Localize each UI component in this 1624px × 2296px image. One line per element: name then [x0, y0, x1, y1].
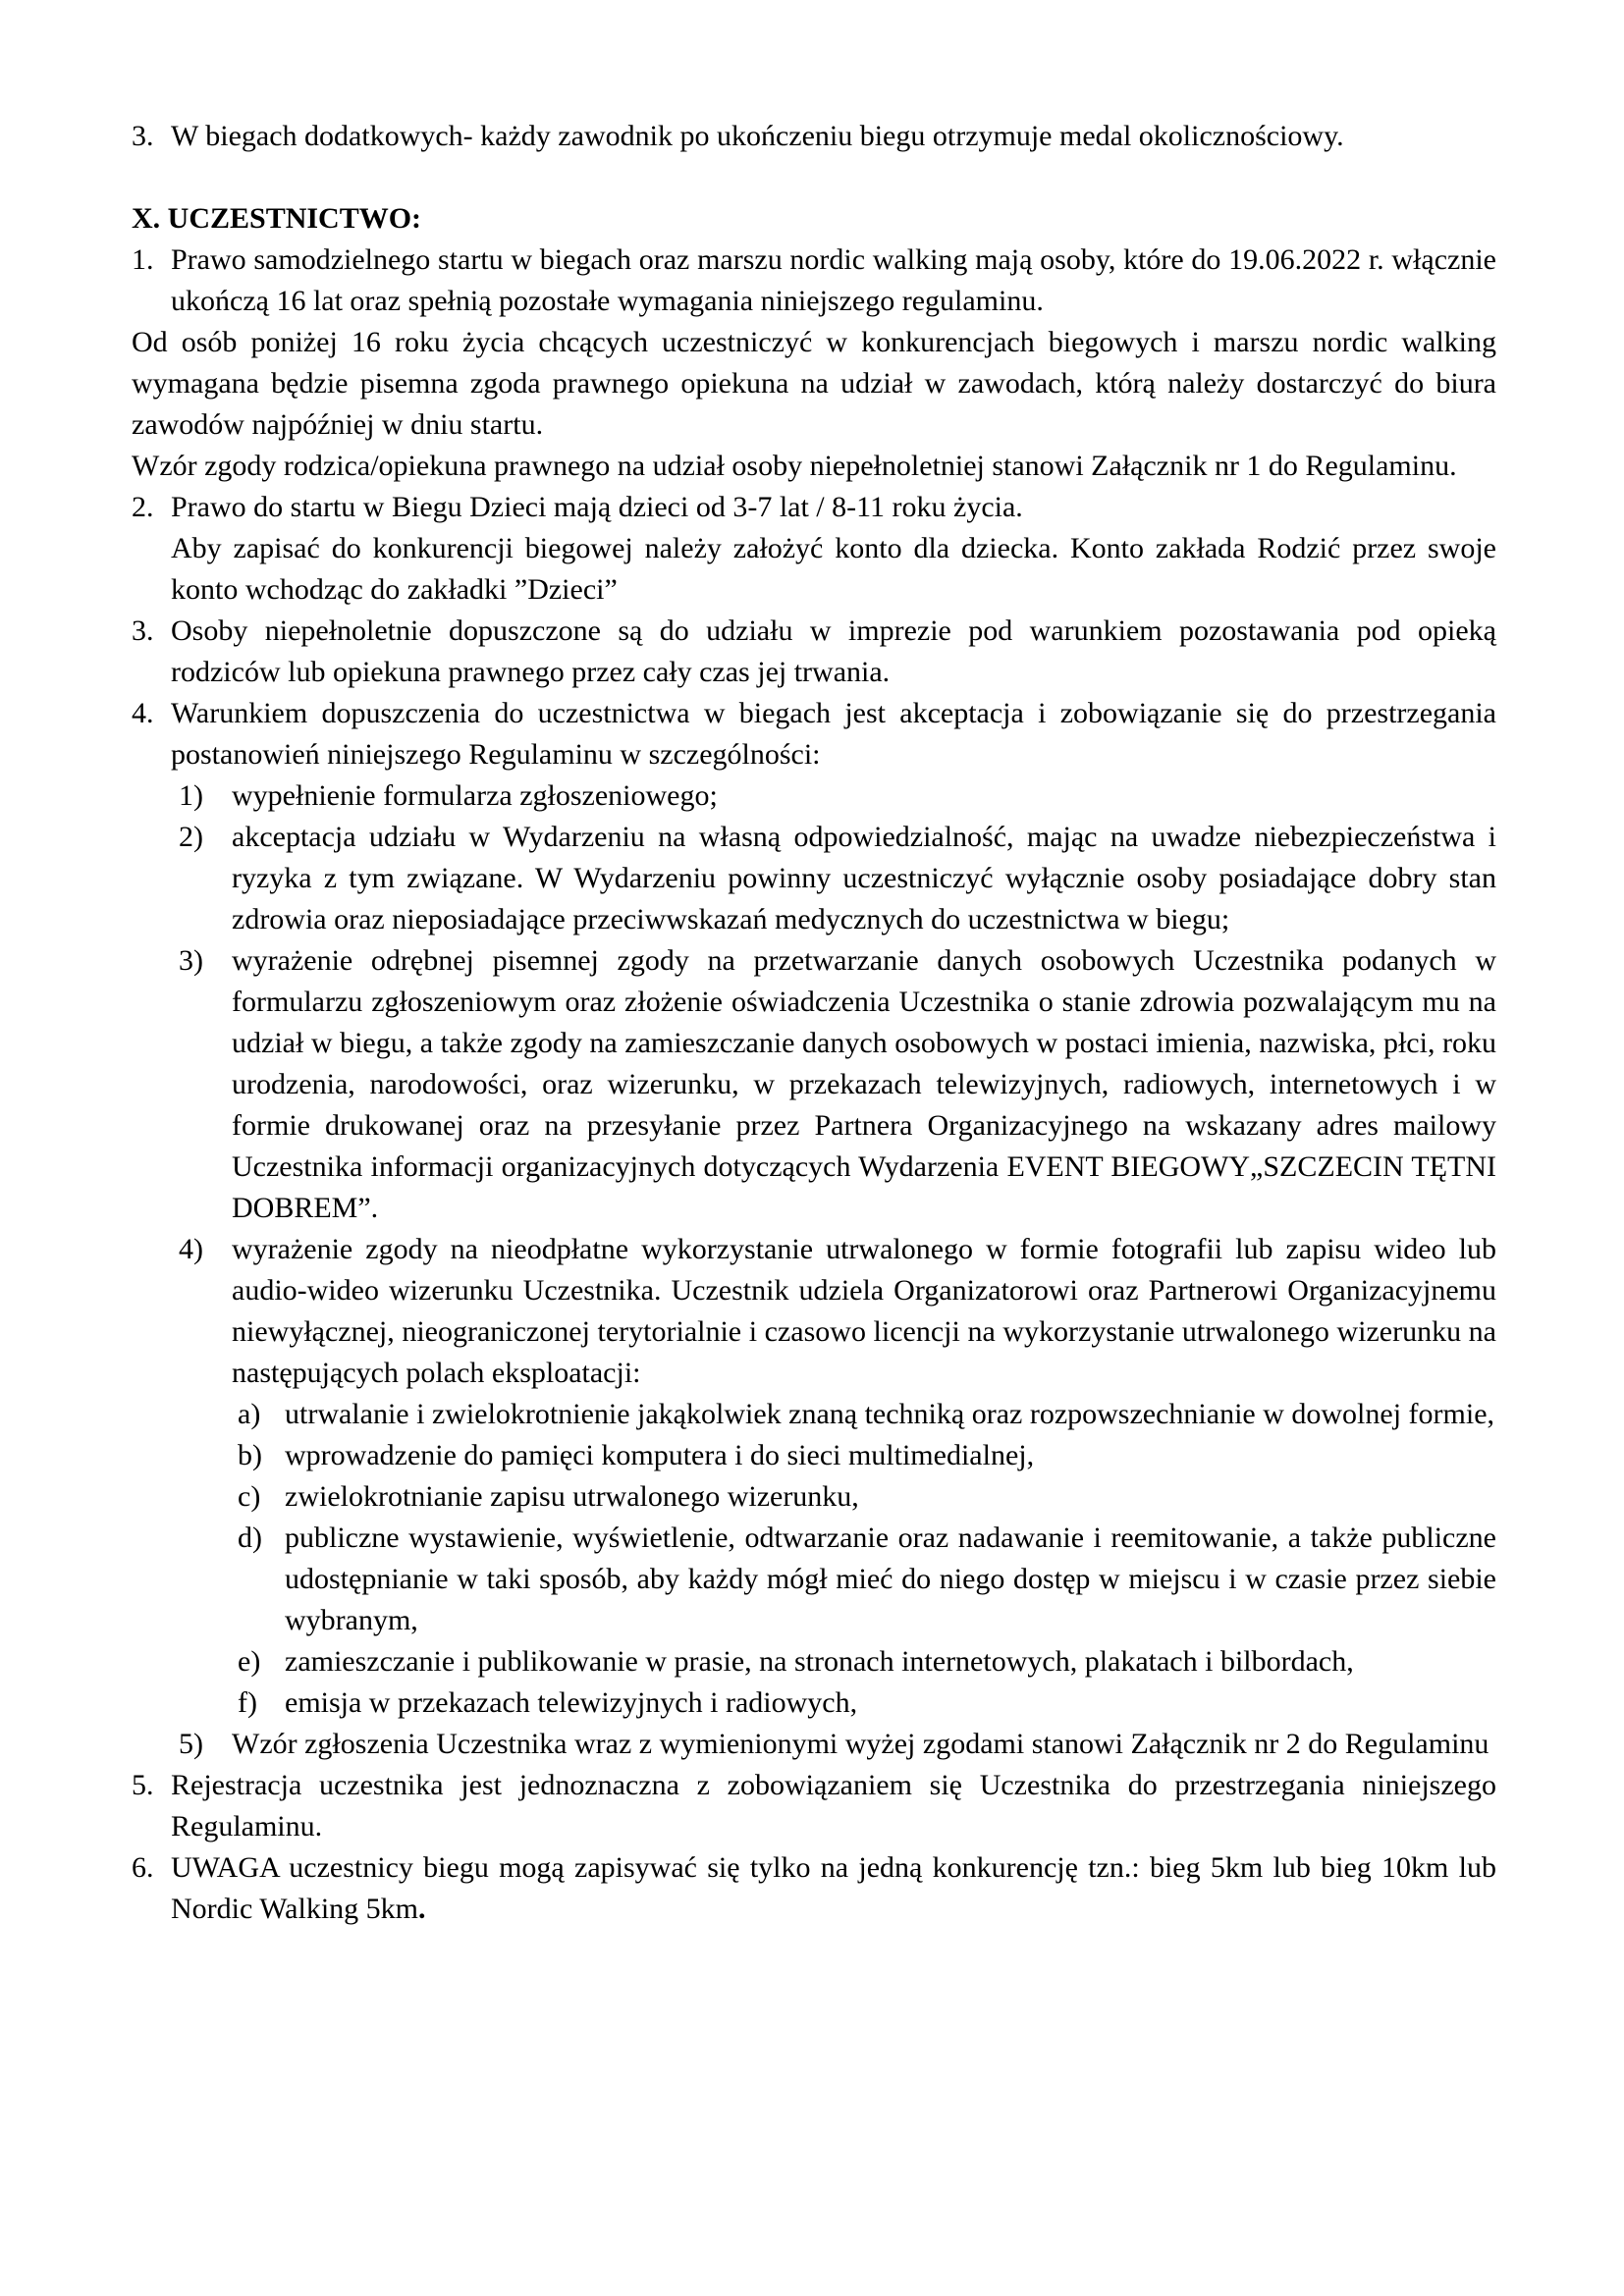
document-page [132, 116, 1496, 1930]
item-text: Prawo samodzielnego startu w biegach oraz marszu nordic walking mają osoby, które do 19.06.2022 r. włącznie ukończą 16 lat oraz spełnią pozostałe wymagania niniejszego regulaminu. [171, 243, 1496, 317]
sub-sub-list-item [132, 1682, 1496, 1724]
list-item [132, 1765, 1496, 1847]
paragraph: Wzór zgody rodzica/opiekuna prawnego na udział osoby niepełnoletniej stanowi Załącznik nr 1 do Regulaminu. [132, 450, 1457, 482]
list-item [132, 240, 1496, 322]
sub-sub-list-item [132, 1641, 1496, 1682]
item-number: 6. [132, 1851, 154, 1884]
sub-list-item [132, 1724, 1496, 1765]
item-text: zamieszczanie i publikowanie w prasie, na stronach internetowych, plakatach i bilbordach, [285, 1645, 1354, 1678]
item-number: 3. [132, 120, 154, 152]
sub-list-item [132, 817, 1496, 940]
item-letter: a) [238, 1398, 261, 1430]
sub-list-item [132, 1229, 1496, 1394]
section-heading: X. UCZESTNICTWO: [132, 202, 422, 235]
paragraph: Aby zapisać do konkurencji biegowej należy założyć konto dla dziecka. Konto zakłada Rodzić przez swoje konto wchodząc do zakładki ”Dzieci” [171, 532, 1496, 606]
item-text: W biegach dodatkowych- każdy zawodnik po ukończeniu biegu otrzymuje medal okolicznościowy. [171, 120, 1344, 152]
item-text: akceptacja udziału w Wydarzeniu na własną odpowiedzialność, mając na uwadze niebezpieczeństwa i ryzyka z tym związane. W Wydarzeniu powinny uczestniczyć wyłącznie osoby posiadające dobry stan zdrowia oraz nieposiadające przeciwwskazań medycznych do uczestnictwa w biegu; [232, 821, 1496, 935]
item-number: 5. [132, 1769, 154, 1801]
item-number: 3. [132, 614, 154, 647]
sub-sub-list-item [132, 1518, 1496, 1641]
item-letter: c) [238, 1480, 261, 1513]
item-text: wyrażenie zgody na nieodpłatne wykorzystanie utrwalonego w formie fotografii lub zapisu wideo lub audio-wideo wizerunku Uczestnika. Uczestnik udziela Organizatorowi oraz Partnerowi Organizacyjnemu niewyłącznej, nieograniczonej terytorialnie i czasowo licencji na wykorzystanie utrwalonego wizerunku na następujących polach eksploatacji: [232, 1233, 1496, 1389]
sub-list-item [132, 940, 1496, 1229]
item-letter: b) [238, 1439, 262, 1471]
item-number: 5) [179, 1728, 203, 1760]
item-text: Rejestracja uczestnika jest jednoznaczna z zobowiązaniem się Uczestnika do przestrzegania niniejszego Regulaminu. [171, 1769, 1496, 1842]
item-text: UWAGA uczestnicy biegu mogą zapisywać się tylko na jedną konkurencję tzn.: bieg 5km lub bieg 10km lub Nordic Walking 5km [171, 1851, 1496, 1925]
item-letter: f) [238, 1686, 257, 1719]
item-number: 2) [179, 821, 203, 853]
list-item [132, 487, 1496, 528]
item-number: 4) [179, 1233, 203, 1265]
sub-sub-list-item [132, 1435, 1496, 1476]
item-text: Wzór zgłoszenia Uczestnika wraz z wymienionymi wyżej zgodami stanowi Załącznik nr 2 do Regulaminu [232, 1728, 1489, 1760]
item-text: Osoby niepełnoletnie dopuszczone są do udziału w imprezie pod warunkiem pozostawania pod opieką rodziców lub opiekuna prawnego przez cały czas jej trwania. [171, 614, 1496, 688]
item-number: 1. [132, 243, 154, 276]
item-text: wyrażenie odrębnej pisemnej zgody na przetwarzanie danych osobowych Uczestnika podanych w formularzu zgłoszeniowym oraz złożenie oświadczenia Uczestnika o stanie zdrowia pozwalającym mu na udział w biegu, a także zgody na zamieszczanie danych osobowych w postaci imienia, nazwiska, płci, roku urodzenia, narodowości, oraz wizerunku, w przekazach telewizyjnych, radiowych, internetowych i w formie drukowanej oraz na przesyłanie przez Partnera Organizacyjnego na wskazany adres mailowy Uczestnika informacji organizacyjnych dotyczących Wydarzenia EVENT BIEGOWY„SZCZECIN TĘTNI DOBREM”. [232, 944, 1496, 1224]
sub-sub-list-item [132, 1476, 1496, 1518]
item-text: utrwalanie i zwielokrotnienie jakąkolwiek znaną techniką oraz rozpowszechnianie w dowolnej formie, [285, 1398, 1495, 1430]
item-text: wypełnienie formularza zgłoszeniowego; [232, 779, 718, 812]
list-item [132, 611, 1496, 693]
item-number: 3) [179, 944, 203, 977]
item-number: 4. [132, 697, 154, 729]
bold-period: . [418, 1893, 426, 1925]
sub-list-item [132, 775, 1496, 817]
item-number: 1) [179, 779, 203, 812]
item-text: Prawo do startu w Biegu Dzieci mają dzieci od 3-7 lat / 8-11 roku życia. [171, 491, 1023, 523]
list-item [132, 1847, 1496, 1930]
item-letter: d) [238, 1522, 262, 1554]
item-text: Warunkiem dopuszczenia do uczestnictwa w biegach jest akceptacja i zobowiązanie się do przestrzegania postanowień niniejszego Regulaminu w szczególności: [171, 697, 1496, 771]
list-item [132, 693, 1496, 775]
list-item [132, 116, 1496, 157]
item-text: zwielokrotnianie zapisu utrwalonego wizerunku, [285, 1480, 859, 1513]
item-text: wprowadzenie do pamięci komputera i do sieci multimedialnej, [285, 1439, 1035, 1471]
item-text: emisja w przekazach telewizyjnych i radiowych, [285, 1686, 858, 1719]
item-number: 2. [132, 491, 154, 523]
sub-sub-list-item [132, 1394, 1496, 1435]
item-text: publiczne wystawienie, wyświetlenie, odtwarzanie oraz nadawanie i reemitowanie, a także publiczne udostępnianie w taki sposób, aby każdy mógł mieć do niego dostęp w miejscu i w czasie przez siebie wybranym, [285, 1522, 1496, 1636]
item-letter: e) [238, 1645, 261, 1678]
paragraph: Od osób poniżej 16 roku życia chcących uczestniczyć w konkurencjach biegowych i marszu nordic walking wymagana będzie pisemna zgoda prawnego opiekuna na udział w zawodach, którą należy dostarczyć do biura zawodów najpóźniej w dniu startu. [132, 326, 1496, 441]
